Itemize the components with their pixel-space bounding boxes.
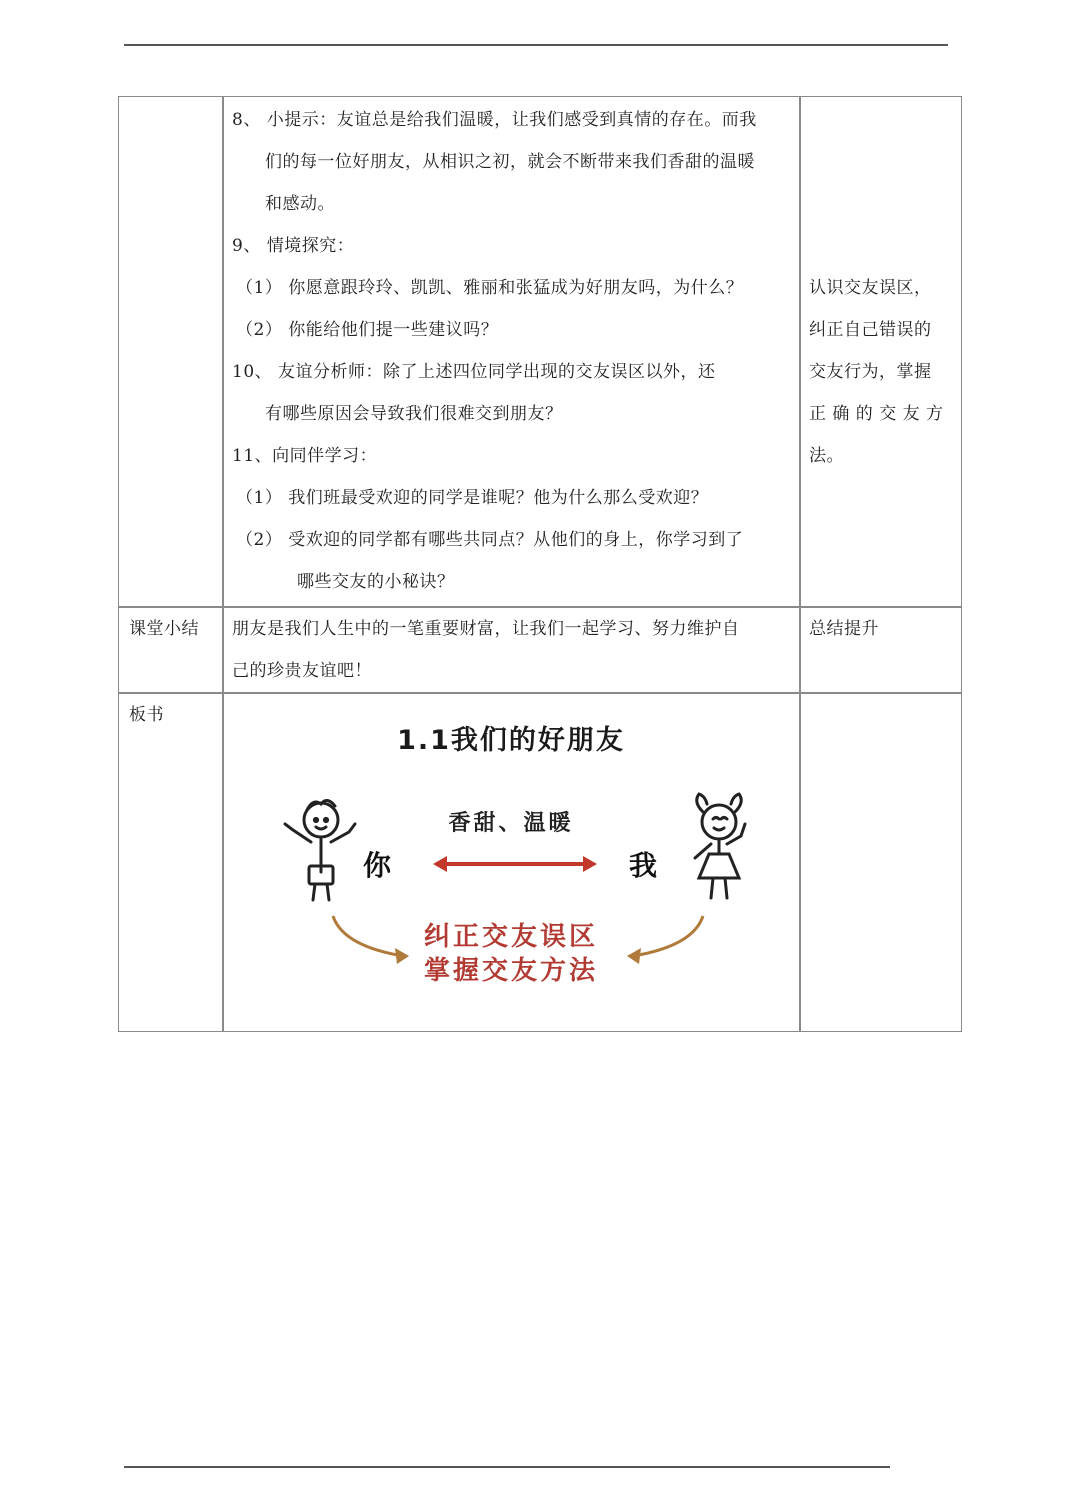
summary-line: 朋友是我们人生中的一笔重要财富，让我们一起学习、努力维护自	[232, 619, 740, 639]
boy-figure-icon	[285, 800, 355, 900]
summary-line: 己的珍贵友谊吧！	[232, 661, 372, 681]
intent-line: 法。	[809, 446, 844, 466]
activity-line: （1） 我们班最受欢迎的同学是谁呢？他为什么那么受欢迎？	[236, 488, 709, 508]
activity-line: 8、 小提示：友谊总是给我们温暖，让我们感受到真情的存在。而我	[232, 110, 757, 130]
girl-figure-icon	[695, 794, 745, 898]
activity-line: 和感动。	[265, 194, 335, 214]
me-label: 我	[629, 849, 658, 882]
activity-line: 们的每一位好朋友，从相识之初，就会不断带来我们香甜的温暖	[265, 152, 755, 172]
you-label: 你	[363, 849, 392, 882]
board-red-line-1: 纠正交友误区	[423, 922, 598, 952]
activity-line: （2） 你能给他们提一些建议吗？	[236, 320, 499, 340]
double-arrow-icon	[433, 856, 597, 872]
intent-line: 交友行为，掌握	[809, 362, 932, 382]
activity-line: 哪些交友的小秘诀？	[297, 572, 455, 592]
board-keywords: 香甜、温暖	[448, 810, 574, 836]
intent-line: 纠正自己错误的	[809, 320, 932, 340]
activity-line: 有哪些原因会导致我们很难交到朋友？	[265, 404, 563, 424]
summary-label: 课堂小结	[129, 619, 199, 639]
blackboard-diagram	[223, 694, 799, 1031]
intent-line: 正 确 的 交 友 方	[809, 404, 944, 424]
activity-line: 9、 情境探究：	[232, 236, 355, 256]
activity-line: （2） 受欢迎的同学都有哪些共同点？从他们的身上，你学习到了	[236, 530, 744, 550]
summary-intent: 总结提升	[809, 619, 879, 639]
board-title: 1.1我们的好朋友	[397, 725, 625, 756]
board-label: 板书	[129, 705, 164, 725]
intent-line: 认识交友误区，	[809, 278, 932, 298]
header-rule	[124, 44, 948, 46]
column-divider	[799, 97, 801, 1031]
activity-line: （1） 你愿意跟玲玲、凯凯、雅丽和张猛成为好朋友吗，为什么？	[236, 278, 744, 298]
board-red-line-2: 掌握交友方法	[423, 956, 598, 986]
activity-line: 11、向同伴学习：	[232, 446, 378, 466]
activity-line: 10、 友谊分析师：除了上述四位同学出现的交友误区以外，还	[232, 362, 716, 382]
footer-rule	[124, 1466, 890, 1468]
lesson-plan-table	[118, 96, 962, 1032]
